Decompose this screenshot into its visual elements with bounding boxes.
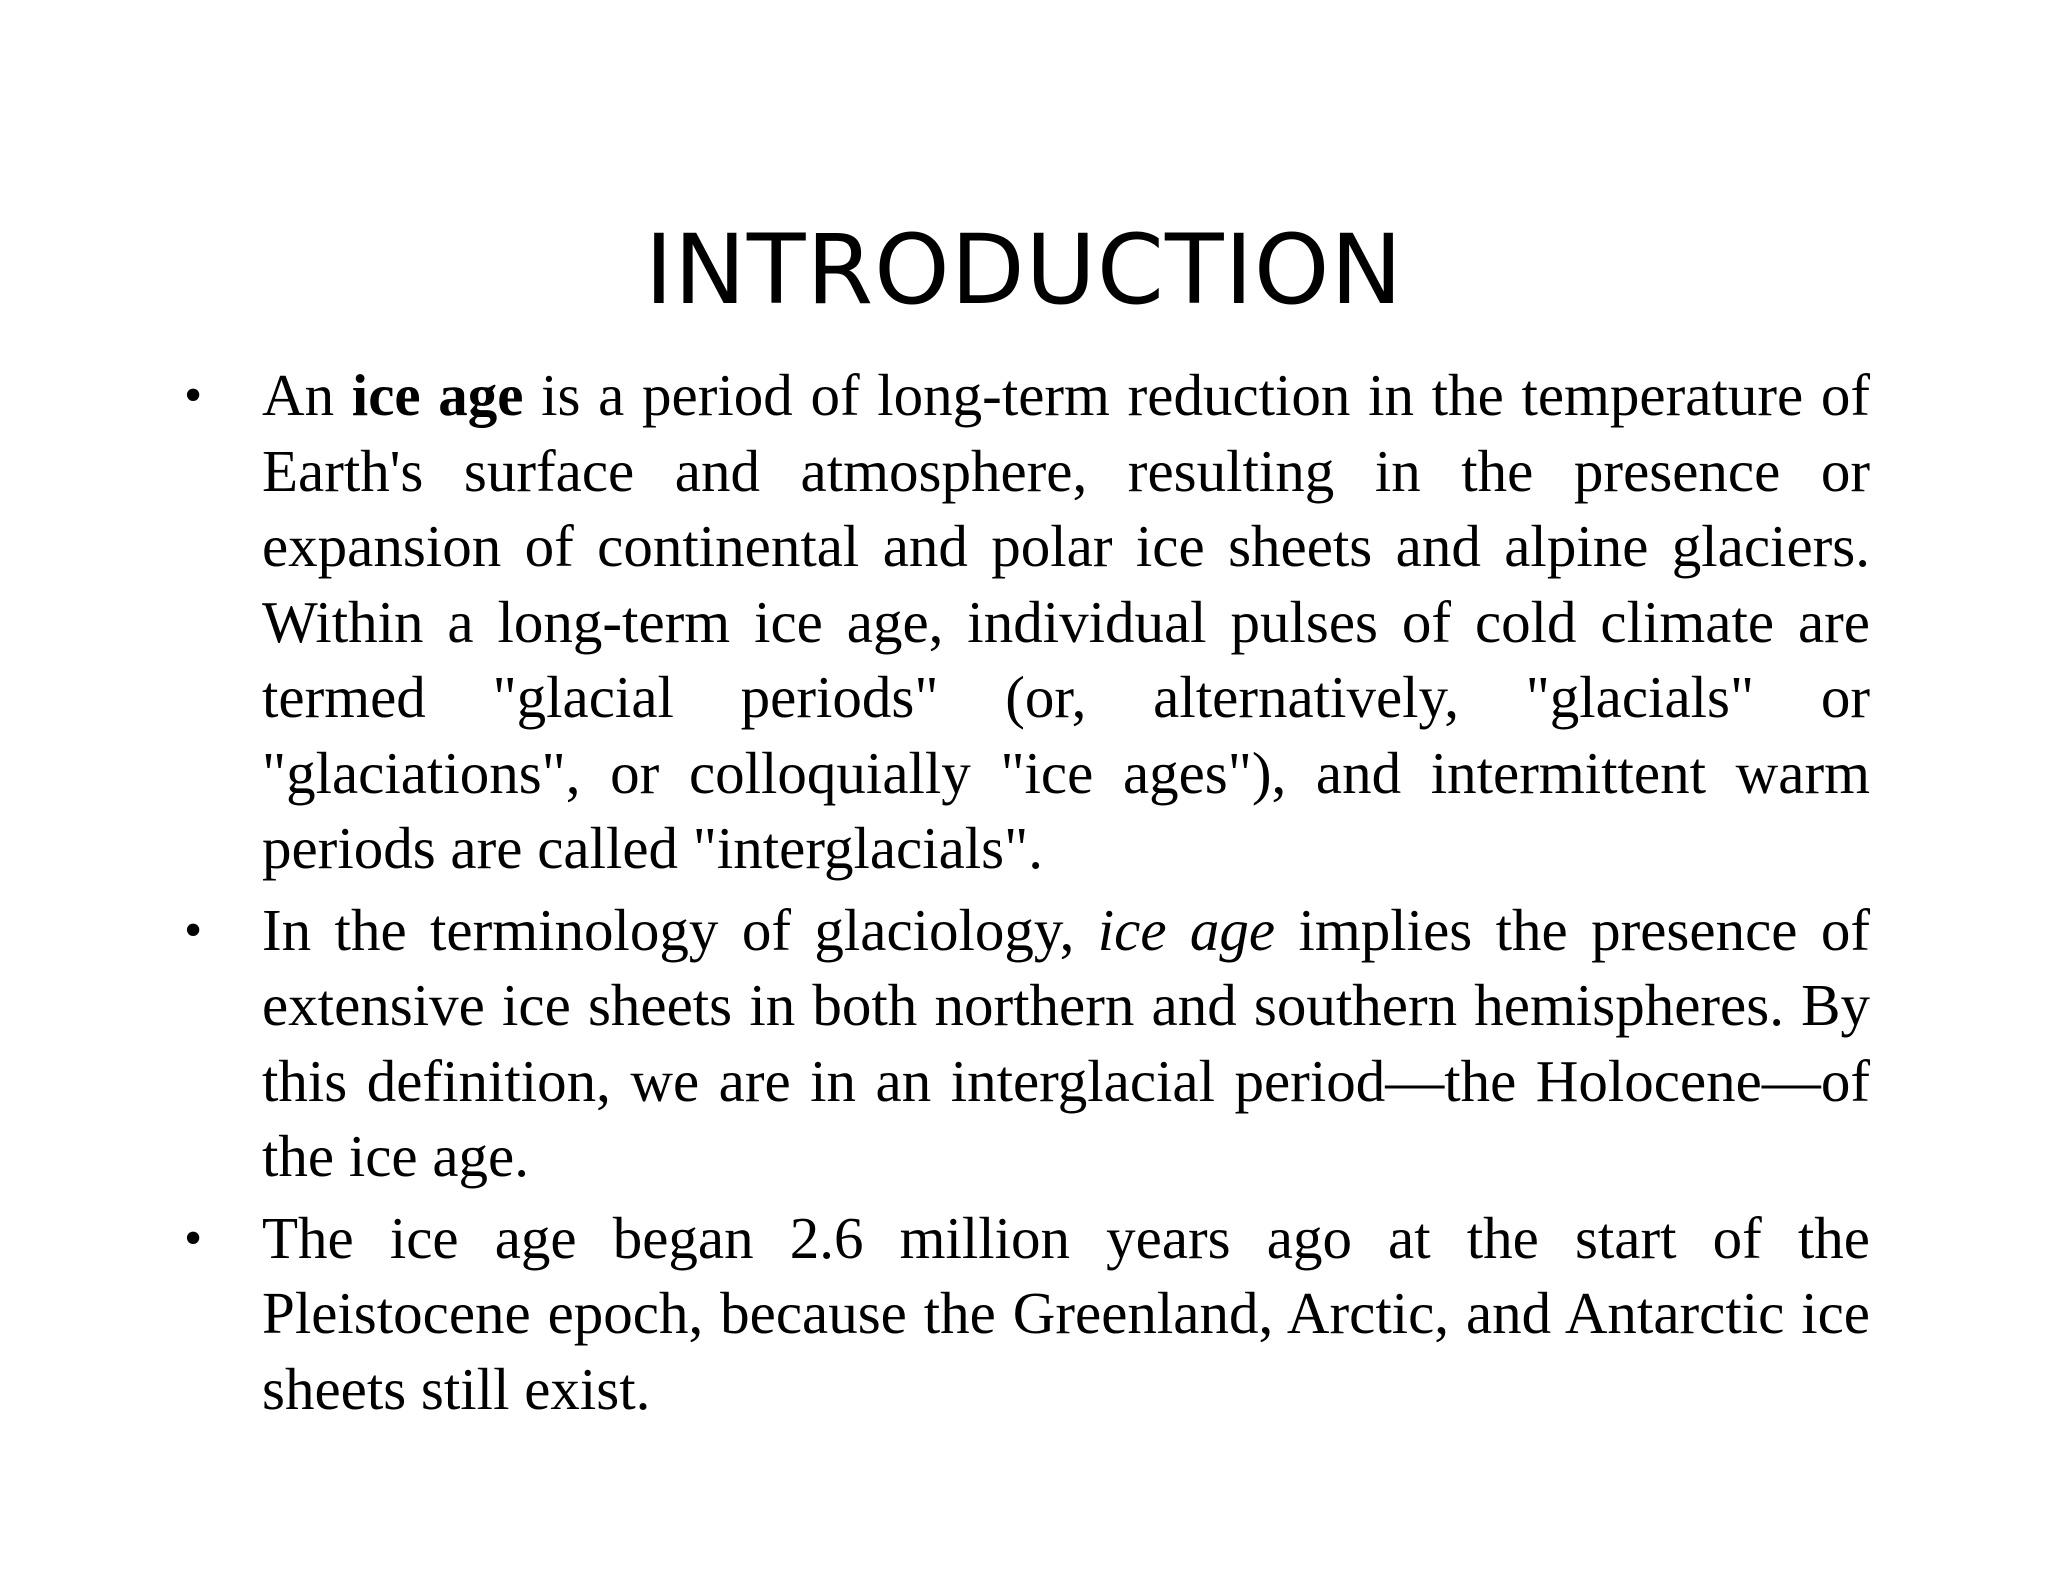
bullet-dot-icon: • [184,901,203,959]
bullet-text-intro: An [262,362,352,428]
italic-term-ice-age: ice age [1097,896,1276,963]
bullet-list [180,358,1870,1433]
bullet-text-body: is a period of long-term reduction in the temperature of Earth's surface and atmosphere, resulting in the presence or expansion of continental and polar ice sheets and alpine glaciers. Within a long-term ice age, individual pulses of cold climate are termed "glacial periods" (or, alternatively, "glacials" or "glaciations", or colloquially "ice ages"), and intermittent warm periods are called "interglacials". [262,362,1871,881]
bullet-item-ice-age-start [180,1201,1870,1428]
bullet-dot-icon: • [184,1209,203,1267]
bullet-text-intro: In the terminology of glaciology, [262,896,1098,963]
bullet-item-glaciology-terminology [180,893,1870,1195]
bullet-dot-icon: • [184,367,203,424]
bullet-text-body: The ice age began 2.6 million years ago at the start of the Pleistocene epoch, because the Greenland, Arctic, and Antarctic ice sheets still exist. [262,1204,1870,1422]
bold-term-ice-age: ice age [351,362,524,428]
bullet-text-body: implies the presence of extensive ice sheets in both northern and southern hemispheres. By this definition, we are in an interglacial period—the Holocene—of the ice age. [262,896,1871,1189]
slide-title: INTRODUCTION [644,214,1404,326]
bullet-item-ice-age-definition [180,358,1870,887]
